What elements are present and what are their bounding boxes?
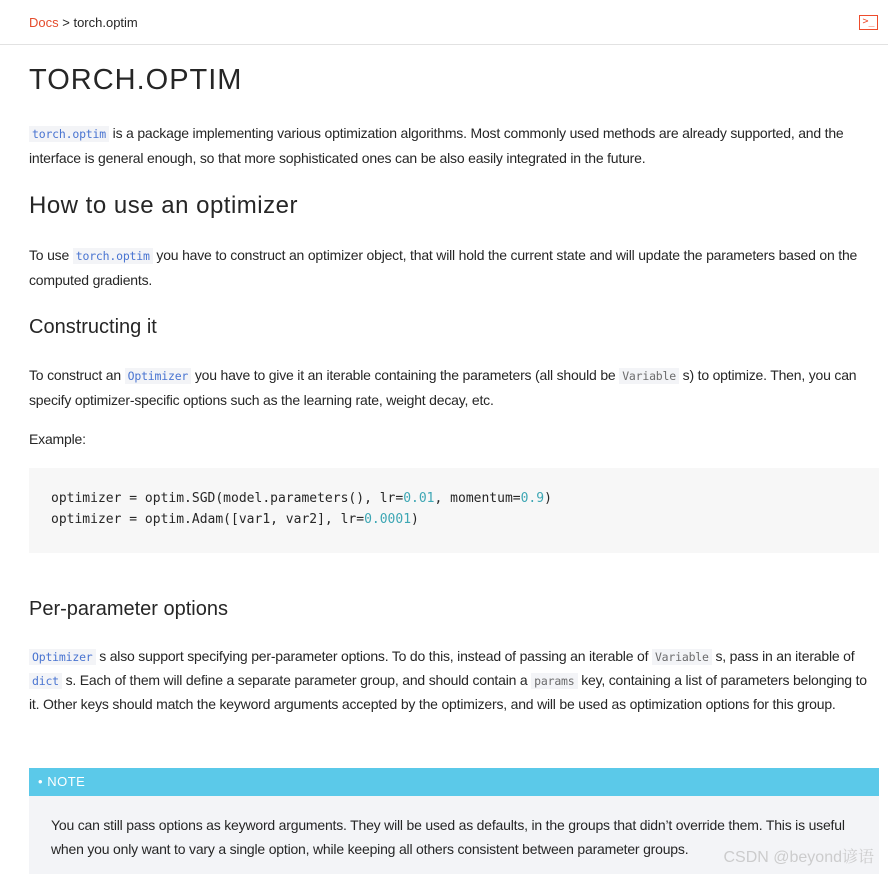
text: s also support specifying per-parameter options. To do this, instead of passing an iterable of bbox=[95, 648, 652, 664]
perparam-paragraph bbox=[29, 645, 879, 716]
section-heading-how-to-use: How to use an optimizer bbox=[29, 192, 298, 219]
intro-text: is a package implementing various optimization algorithms. Most commonly used methods are already supported, and the interface is general enough, so that more sophisticated ones can be also easily integrated in the future. bbox=[29, 125, 844, 166]
code-text: ) bbox=[544, 491, 552, 506]
note-label: NOTE bbox=[47, 774, 86, 789]
text: you have to construct an optimizer object, that will hold the current state and will update the parameters based on the computed gradients. bbox=[29, 247, 858, 288]
text: s) to optimize. Then, you can specify optimizer-specific options such as the learning rate, weight decay, etc. bbox=[29, 367, 857, 408]
text: To use bbox=[29, 247, 73, 263]
watermark: CSDN @beyond谚语 bbox=[723, 849, 874, 866]
section-heading-constructing: Constructing it bbox=[29, 316, 157, 338]
code-line bbox=[51, 509, 857, 530]
note-text: You can still pass options as keyword arguments. They will be used as defaults, in the groups that didn’t override them. This is useful when you only want to vary a single option, while keeping all others consistent between parameter groups. bbox=[51, 817, 845, 857]
construct-paragraph bbox=[29, 363, 879, 412]
optimizer-link[interactable]: Optimizer bbox=[29, 649, 96, 665]
inline-code: Variable bbox=[652, 649, 712, 665]
inline-code: Variable bbox=[619, 368, 679, 384]
code-number: 0.0001 bbox=[364, 512, 412, 527]
breadcrumb-docs-link[interactable]: Docs bbox=[29, 15, 59, 30]
text: key, containing a list of parameters belonging to it. Other keys should match the keyword arguments accepted by the optimizers, and will be used as optimization options for this group. bbox=[29, 672, 867, 712]
code-block bbox=[29, 468, 879, 553]
text: you have to give it an iterable containing the parameters (all should be bbox=[191, 367, 620, 383]
bullet-icon: • bbox=[38, 774, 44, 789]
code-number: 0.01 bbox=[403, 491, 435, 506]
code-text: , momentum= bbox=[434, 491, 521, 506]
dict-link[interactable]: dict bbox=[29, 673, 62, 689]
note-header bbox=[29, 768, 879, 796]
breadcrumb bbox=[29, 15, 138, 30]
torch-optim-link[interactable]: torch.optim bbox=[73, 248, 153, 264]
text: s, pass in an iterable of bbox=[711, 648, 855, 664]
optimizer-link[interactable]: Optimizer bbox=[125, 368, 192, 384]
code-text: optimizer = optim.SGD(model.parameters(), lr= bbox=[51, 491, 404, 506]
example-label: Example: bbox=[29, 431, 86, 447]
header-divider bbox=[0, 44, 888, 45]
terminal-icon[interactable]: >_ bbox=[859, 15, 878, 30]
inline-code: params bbox=[531, 673, 577, 689]
page-title: TORCH.OPTIM bbox=[29, 64, 243, 96]
breadcrumb-separator: > bbox=[58, 15, 74, 30]
code-number: 0.9 bbox=[520, 491, 545, 506]
text: To construct an bbox=[29, 367, 125, 383]
section-heading-per-parameter: Per-parameter options bbox=[29, 598, 228, 620]
code-line bbox=[51, 488, 857, 509]
how-paragraph bbox=[29, 243, 879, 292]
intro-paragraph bbox=[29, 121, 879, 170]
code-text: ) bbox=[411, 512, 419, 527]
torch-optim-link[interactable]: torch.optim bbox=[29, 126, 109, 142]
breadcrumb-current: torch.optim bbox=[73, 15, 138, 30]
code-text: optimizer = optim.Adam([var1, var2], lr= bbox=[51, 512, 365, 527]
text: s. Each of them will define a separate parameter group, and should contain a bbox=[61, 672, 532, 688]
